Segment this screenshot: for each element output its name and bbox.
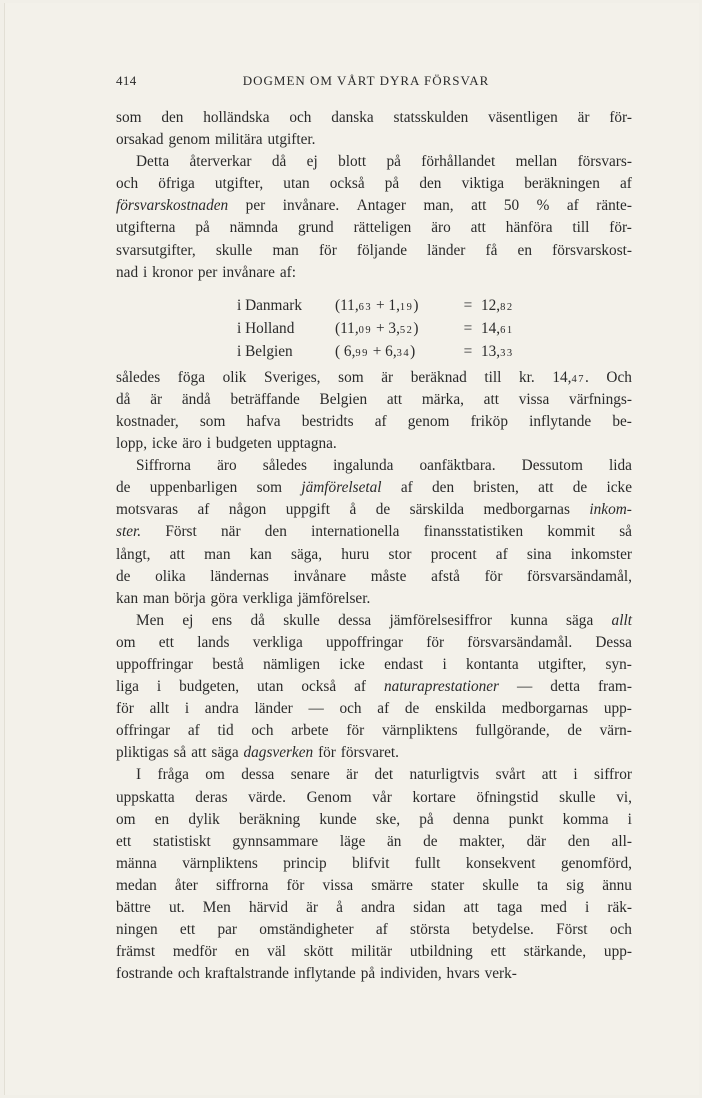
- formula-cell: ( 6,99 + 6,34): [335, 342, 416, 360]
- paragraph: [116, 151, 632, 284]
- text-line: bättre ut. Men härvid är å andra sidan att taga med i räk-: [116, 899, 632, 916]
- equals-sign: =: [463, 342, 473, 360]
- text-line: svarsutgifter, skulle man för följande länder få en försvarskost-: [116, 241, 632, 259]
- formula-cell: (11,63 + 1,19): [335, 296, 419, 314]
- text-line: motsvaras af någon uppgift å de särskilda medborgarnas inkom-: [116, 501, 632, 519]
- paragraph: [116, 455, 632, 610]
- text-line: främst medför en väl skött militär utbildning ett stärkande, upp-: [116, 943, 632, 961]
- text-line: uppskatta deras värde. Genom vår kortare öfningstid skulle vi,: [116, 788, 632, 806]
- formula-cell: (11,09 + 3,52): [335, 319, 419, 337]
- running-title: DOGMEN OM VÅRT DYRA FÖRSVAR: [242, 73, 490, 88]
- text-line: utgifterna på nämnda grund rätteligen äro att hänföra till för-: [116, 219, 632, 237]
- text-line: om en dylik beräkning kunde ske, på denna punkt komma i: [116, 810, 632, 828]
- text-line: långt, att man kan säga, huru stor procent af sina inkomster: [116, 545, 632, 563]
- paragraph: [116, 764, 632, 985]
- table-row: [237, 294, 632, 317]
- equals-sign: =: [463, 319, 473, 337]
- text-line: lopp, icke äro i budgeten upptagna.: [116, 435, 337, 453]
- table-row: [237, 317, 632, 340]
- text-line: de olika ländernas invånare måste afstå för försvarsändamål,: [116, 567, 632, 585]
- text-line: orsakad genom militära utgifter.: [116, 131, 316, 149]
- text-line: ster. Först när den internationella finansstatistiken kommit så: [116, 523, 632, 541]
- equals-sign: =: [463, 296, 473, 314]
- text-line: offringar af tid och arbete för värnpliktens fullgörande, de värn-: [116, 722, 632, 740]
- text-line: nad i kronor per invånare af:: [116, 263, 296, 281]
- text-line: som den holländska och danska statsskulden väsentligen är för-: [116, 109, 632, 126]
- text-line: då är ändå beträffande Belgien att märka, att vissa värfnings-: [116, 390, 632, 408]
- paragraph: [116, 367, 632, 455]
- text-line: ningen ett par omständigheter af största betydelse. Först och: [116, 921, 632, 939]
- table-row: [237, 340, 632, 363]
- country-cell: i Danmark: [237, 296, 302, 314]
- text-line: Men ej ens då skulle dessa jämförelsesiffror kunna säga allt: [136, 611, 632, 629]
- country-cell: i Holland: [237, 319, 295, 337]
- running-header: [5, 73, 699, 93]
- text-line: ett statistiskt gynnsammare läge än de makter, där den all-: [116, 832, 632, 850]
- result-cell: 14,61: [481, 319, 514, 337]
- text-line: Siffrorna äro således ingalunda oanfäktbara. Dessutom lida: [136, 457, 632, 475]
- text-block-1: [116, 107, 632, 284]
- text-block-2: [116, 367, 632, 986]
- text-line: kostnader, som hafva bestridts af genom friköp inflytande be-: [116, 412, 632, 430]
- text-line: Detta återverkar då ej blott på förhållandet mellan försvars-: [136, 153, 632, 171]
- book-page: [4, 3, 699, 1095]
- text-line: försvarskostnaden per invånare. Antager man, att 50 % af ränte-: [116, 197, 632, 215]
- text-line: männa värnpliktens princip blifvit fullt konsekvent genomförd,: [116, 854, 632, 872]
- page-number: 414: [116, 73, 137, 88]
- text-line: I fråga om dessa senare är det naturligtvis svårt att i siffror: [136, 766, 632, 784]
- text-line: och öfriga utgifter, utan också på den viktiga beräkningen af: [116, 175, 632, 193]
- text-line: medan åter siffrorna för vissa smärre stater skulle ta sig ännu: [116, 876, 632, 894]
- country-cell: i Belgien: [237, 342, 293, 360]
- result-cell: 12,82: [481, 296, 514, 314]
- text-line: för allt i andra länder — och af de enskilda medborgarnas upp-: [116, 700, 632, 718]
- cost-table: [237, 294, 632, 363]
- text-line: liga i budgeten, utan också af naturaprestationer — detta fram-: [116, 678, 632, 696]
- text-line: pliktigas så att säga dagsverken för försvaret.: [116, 744, 399, 762]
- result-cell: 13,33: [481, 342, 514, 360]
- text-line: således föga olik Sveriges, som är beräknad till kr. 14,47. Och: [116, 368, 632, 386]
- paragraph: [116, 610, 632, 765]
- paragraph: [116, 107, 632, 151]
- text-line: uppoffringar bestå nämligen icke endast i kontanta utgifter, syn-: [116, 655, 632, 673]
- page-body: [116, 107, 632, 985]
- text-line: de uppenbarligen som jämförelsetal af den bristen, att de icke: [116, 479, 632, 497]
- text-line: kan man börja göra verkliga jämförelser.: [116, 589, 371, 607]
- text-line: fostrande och kraftalstrande inflytande på individen, hvars verk-: [116, 965, 517, 983]
- text-line: om ett lands verkliga uppoffringar för försvarsändamål. Dessa: [116, 633, 632, 651]
